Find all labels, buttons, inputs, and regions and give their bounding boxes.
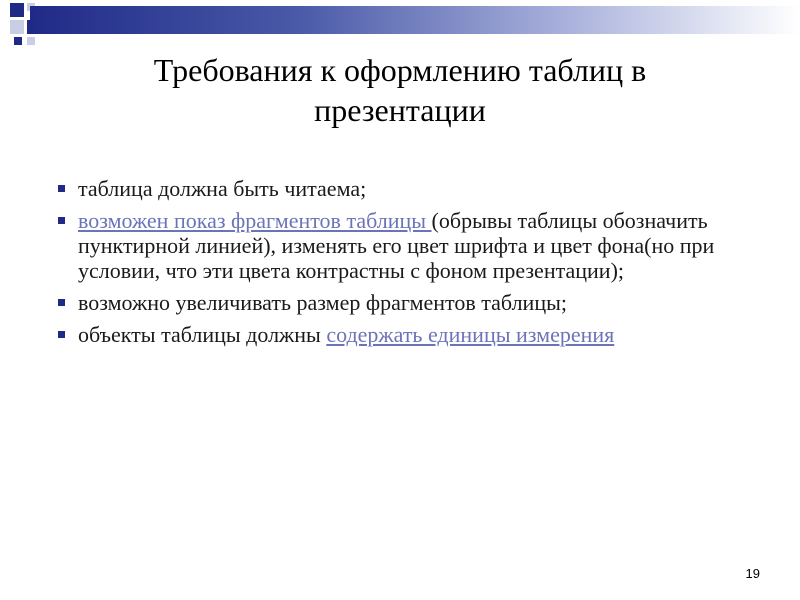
bullet-square-icon [58, 331, 65, 338]
bullet-text: таблица должна быть читаема; [78, 176, 367, 201]
bullet-square-icon [58, 185, 65, 192]
header-gradient-band [30, 6, 800, 34]
bullet-item [58, 176, 738, 201]
decor-square [10, 20, 24, 34]
fragment-display-link[interactable]: возможен показ фрагментов таблицы [78, 208, 432, 233]
bullet-list [58, 176, 738, 354]
decor-square [27, 37, 35, 45]
bullet-square-icon [58, 299, 65, 306]
bullet-item [58, 322, 738, 347]
decor-square [10, 3, 24, 17]
decor-square [14, 37, 22, 45]
slide-title: Требования к оформлению таблиц в презентации [153, 52, 647, 128]
bullet-square-icon [58, 217, 65, 224]
bullet-text: возможно увеличивать размер фрагментов таблицы; [78, 290, 567, 315]
bullet-item [58, 208, 738, 283]
bullet-text: объекты таблицы должны [78, 322, 327, 347]
units-link[interactable]: содержать единицы измерения [326, 322, 615, 347]
bullet-text: (обрывы таблицы обозначить пунктирной линией), изменять его цвет шрифта и цвет фона(но при условии, что эти цвета контрастны с фоном презентации); [78, 208, 715, 283]
bullet-item [58, 290, 738, 315]
page-number: 19 [745, 566, 760, 581]
